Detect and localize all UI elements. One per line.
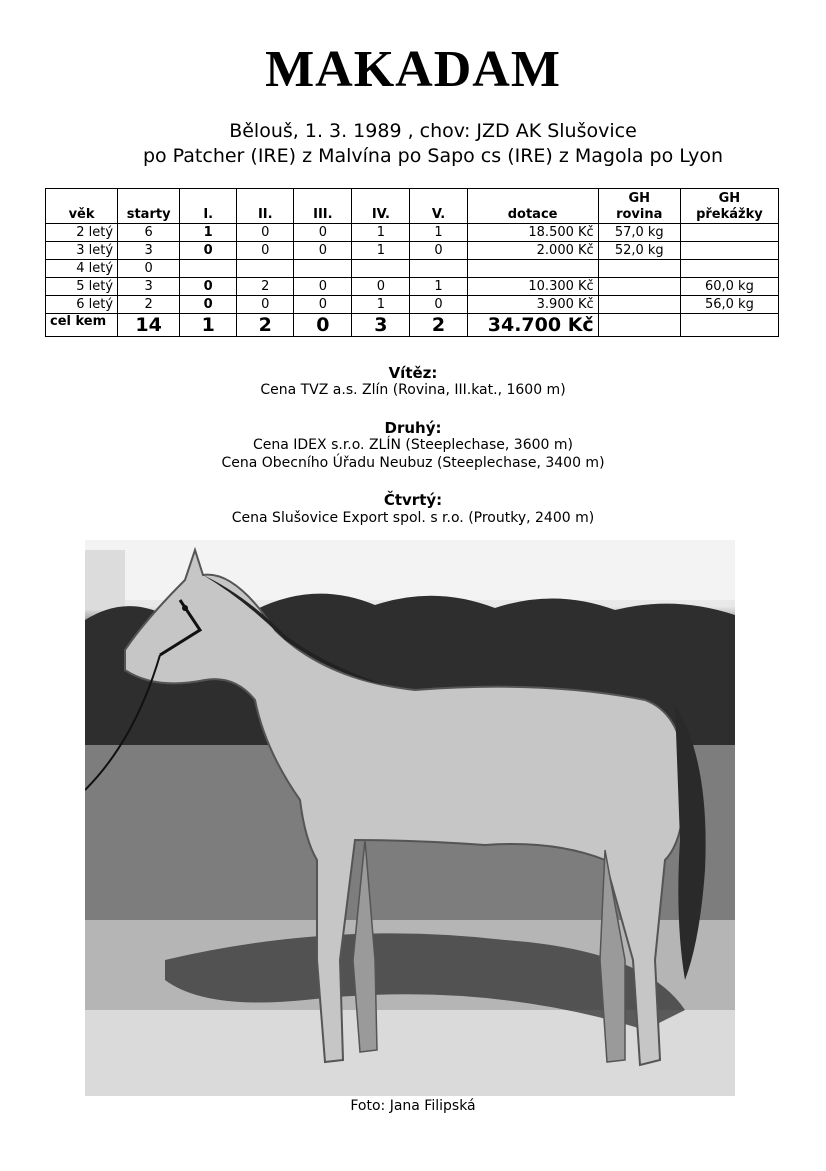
cell-dotace: 34.700 Kč xyxy=(467,314,598,337)
cell-dotace: 18.500 Kč xyxy=(467,224,598,242)
cell-rovina xyxy=(598,278,680,296)
cell-prekazky xyxy=(680,242,778,260)
cell-p4: 1 xyxy=(352,242,410,260)
second-heading: Druhý: xyxy=(384,419,442,437)
table-row xyxy=(46,224,779,242)
race-statistics-table xyxy=(45,188,779,337)
pedigree-line: po Patcher (IRE) z Malvína po Sapo cs (IRE) z Magola po Lyon xyxy=(142,145,724,167)
cell-starty: 14 xyxy=(118,314,180,337)
cell-vek: 6 letý xyxy=(46,296,118,314)
cell-rovina xyxy=(598,260,680,278)
cell-vek: 4 letý xyxy=(46,260,118,278)
cell-p4 xyxy=(352,260,410,278)
cell-p4: 1 xyxy=(352,224,410,242)
table-row xyxy=(46,296,779,314)
header-place-1: I. xyxy=(180,189,237,224)
cell-p3 xyxy=(294,260,352,278)
header-place-5: V. xyxy=(410,189,467,224)
cell-vek: 2 letý xyxy=(46,224,118,242)
horse-info-line: Bělouš, 1. 3. 1989 , chov: JZD AK Slušovice xyxy=(229,120,637,142)
cell-p2: 2 xyxy=(237,314,294,337)
cell-prekazky: 56,0 kg xyxy=(680,296,778,314)
cell-p2: 2 xyxy=(237,278,294,296)
cell-starty: 2 xyxy=(118,296,180,314)
table-row xyxy=(46,260,779,278)
cell-prekazky: 60,0 kg xyxy=(680,278,778,296)
cell-p3: 0 xyxy=(294,278,352,296)
header-place-4: IV. xyxy=(352,189,410,224)
cell-dotace xyxy=(467,260,598,278)
cell-p5: 0 xyxy=(410,242,467,260)
cell-rovina: 57,0 kg xyxy=(598,224,680,242)
fourth-heading: Čtvrtý: xyxy=(383,491,443,509)
cell-rovina xyxy=(598,296,680,314)
header-gh-prekazky: GH překážky xyxy=(680,189,778,224)
cell-p1 xyxy=(180,260,237,278)
cell-vek: 3 letý xyxy=(46,242,118,260)
second-race-1: Cena IDEX s.r.o. ZLÍN (Steeplechase, 3600 m) xyxy=(252,437,573,453)
winner-race: Cena TVZ a.s. Zlín (Rovina, III.kat., 1600 m) xyxy=(260,382,566,398)
cell-prekazky xyxy=(680,314,778,337)
cell-starty: 6 xyxy=(118,224,180,242)
cell-p1: 0 xyxy=(180,296,237,314)
second-race-2: Cena Obecního Úřadu Neubuz (Steeplechase, 3400 m) xyxy=(221,455,605,471)
cell-prekazky xyxy=(680,224,778,242)
photo-caption: Foto: Jana Filipská xyxy=(350,1098,476,1114)
table-row xyxy=(46,278,779,296)
cell-vek: 5 letý xyxy=(46,278,118,296)
cell-starty: 3 xyxy=(118,278,180,296)
cell-p5 xyxy=(410,260,467,278)
cell-rovina xyxy=(598,314,680,337)
horse-photo xyxy=(85,540,735,1096)
cell-p2: 0 xyxy=(237,224,294,242)
cell-p5: 0 xyxy=(410,296,467,314)
header-vek: věk xyxy=(46,189,118,224)
cell-p4: 1 xyxy=(352,296,410,314)
header-starty: starty xyxy=(118,189,180,224)
cell-p5: 1 xyxy=(410,278,467,296)
header-dotace: dotace xyxy=(467,189,598,224)
header-place-3: III. xyxy=(294,189,352,224)
horse-illustration xyxy=(85,540,735,1096)
table-header-row xyxy=(46,189,779,224)
cell-p1: 0 xyxy=(180,242,237,260)
header-place-2: II. xyxy=(237,189,294,224)
cell-p1: 1 xyxy=(180,224,237,242)
cell-p4: 3 xyxy=(352,314,410,337)
cell-dotace: 3.900 Kč xyxy=(467,296,598,314)
cell-p3: 0 xyxy=(294,224,352,242)
cell-dotace: 2.000 Kč xyxy=(467,242,598,260)
cell-p3: 0 xyxy=(294,296,352,314)
cell-starty: 3 xyxy=(118,242,180,260)
cell-p5: 2 xyxy=(410,314,467,337)
cell-p3: 0 xyxy=(294,314,352,337)
table-row xyxy=(46,242,779,260)
table-total-row xyxy=(46,314,779,337)
cell-starty: 0 xyxy=(118,260,180,278)
fourth-race: Cena Slušovice Export spol. s r.o. (Proutky, 2400 m) xyxy=(231,510,595,526)
cell-p3: 0 xyxy=(294,242,352,260)
cell-prekazky xyxy=(680,260,778,278)
header-gh-rovina: GH rovina xyxy=(598,189,680,224)
cell-vek: cel kem xyxy=(46,314,118,337)
cell-p2: 0 xyxy=(237,296,294,314)
winner-heading: Vítěz: xyxy=(388,364,438,382)
cell-rovina: 52,0 kg xyxy=(598,242,680,260)
cell-p2: 0 xyxy=(237,242,294,260)
cell-p1: 0 xyxy=(180,278,237,296)
cell-p1: 1 xyxy=(180,314,237,337)
horse-name-title: MAKADAM xyxy=(265,41,561,98)
cell-p2 xyxy=(237,260,294,278)
cell-p5: 1 xyxy=(410,224,467,242)
cell-p4: 0 xyxy=(352,278,410,296)
cell-dotace: 10.300 Kč xyxy=(467,278,598,296)
